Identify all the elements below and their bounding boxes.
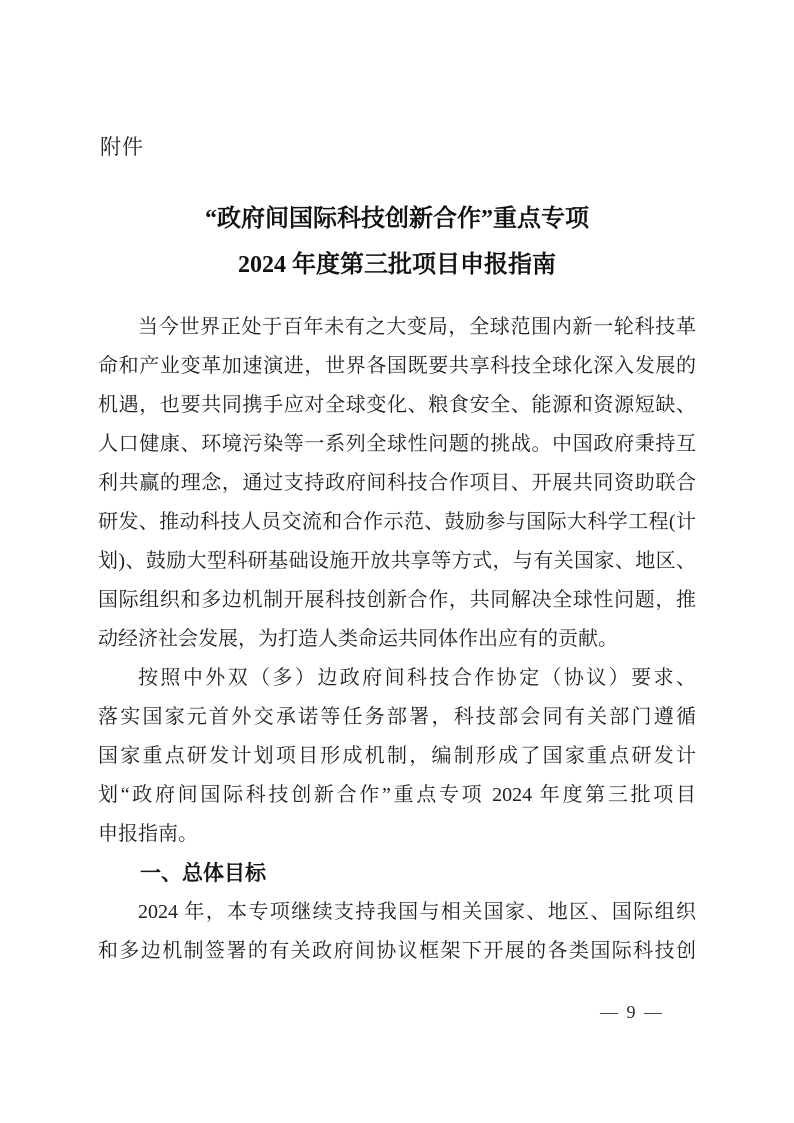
- body-line: 国际组织和多边机制开展科技创新合作，共同解决全球性问题，推: [98, 589, 696, 611]
- body-line: 划)、鼓励大型科研基础设施开放共享等方式，与有关国家、地区、: [98, 550, 696, 572]
- body-line: 利共赢的理念，通过支持政府间科技合作项目、开展共同资助联合: [98, 472, 696, 494]
- body-line: 当今世界正处于百年未有之大变局，全球范围内新一轮科技革: [138, 316, 696, 338]
- body-line: 命和产业变革加速演进，世界各国既要共享科技全球化深入发展的: [98, 355, 696, 377]
- body-line: 国家重点研发计划项目形成机制，编制形成了国家重点研发计: [98, 745, 696, 767]
- section-heading: 一、总体目标: [140, 862, 266, 885]
- body-line: 研发、推动科技人员交流和合作示范、鼓励参与国际大科学工程(计: [98, 511, 696, 533]
- body-line: 动经济社会发展，为打造人类命运共同体作出应有的贡献。: [98, 628, 618, 650]
- document-title: [0, 196, 794, 288]
- body-line: 按照中外双（多）边政府间科技合作协定（协议）要求、: [138, 667, 696, 689]
- document-body: [98, 308, 696, 971]
- body-line: 机遇，也要共同携手应对全球变化、粮食安全、能源和资源短缺、: [98, 394, 696, 416]
- document-title-line1: “政府间国际科技创新合作”重点专项: [205, 206, 589, 232]
- document-title-line2: 2024 年度第三批项目申报指南: [238, 252, 556, 278]
- page-number: — 9 —: [600, 1002, 664, 1022]
- body-line: 人口健康、环境污染等一系列全球性问题的挑战。中国政府秉持互: [98, 433, 696, 455]
- attachment-label: 附件: [100, 136, 144, 159]
- body-line: 和多边机制签署的有关政府间协议框架下开展的各类国际科技创: [98, 940, 696, 962]
- body-line: 申报指南。: [98, 823, 198, 845]
- body-line: 划“政府间国际科技创新合作”重点专项 2024 年度第三批项目: [98, 784, 696, 806]
- body-line: 2024 年，本专项继续支持我国与相关国家、地区、国际组织: [138, 901, 696, 923]
- body-line: 落实国家元首外交承诺等任务部署，科技部会同有关部门遵循: [98, 706, 696, 728]
